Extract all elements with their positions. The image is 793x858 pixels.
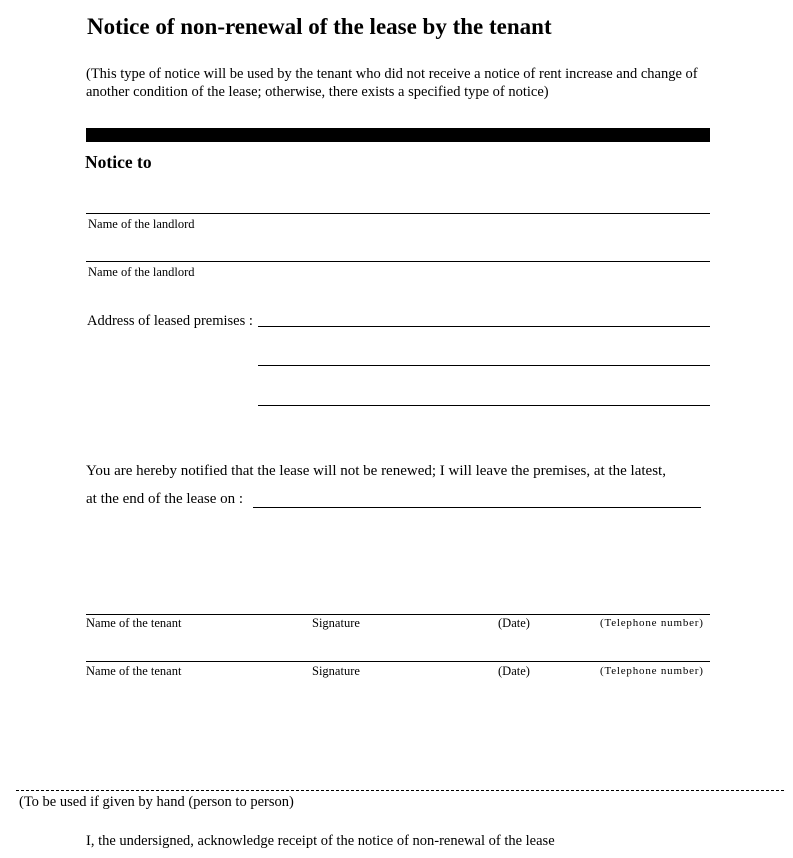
tenant-signature-line-1[interactable] — [86, 614, 710, 615]
hand-delivery-note: (To be used if given by hand (person to person) — [19, 794, 294, 810]
notification-statement: You are hereby notified that the lease will not be renewed; I will leave the premises, at the latest, — [86, 463, 666, 479]
signature-label-1: Signature — [312, 616, 360, 630]
section-divider-bar — [86, 128, 710, 142]
lease-end-label: at the end of the lease on : — [86, 491, 244, 507]
address-field-line-1[interactable] — [258, 326, 710, 327]
document-title: Notice of non-renewal of the lease by the tenant — [87, 14, 552, 39]
signature-label-2: Signature — [312, 664, 360, 678]
landlord-name-field-1[interactable] — [86, 213, 710, 214]
telephone-label-2: (Telephone number) — [600, 665, 704, 677]
date-label-2: (Date) — [498, 664, 530, 678]
address-field-line-2[interactable] — [258, 365, 710, 366]
intro-paragraph: (This type of notice will be used by the tenant who did not receive a notice of rent increase and change of another condition of the lease; otherwise, there exists a specified type of notice) — [86, 66, 698, 100]
lease-end-date-field[interactable] — [253, 507, 701, 508]
landlord-name-field-2[interactable] — [86, 261, 710, 262]
landlord-name-label-2: Name of the landlord — [88, 265, 195, 279]
landlord-name-label-1: Name of the landlord — [88, 217, 195, 231]
address-field-line-3[interactable] — [258, 405, 710, 406]
tenant-signature-line-2[interactable] — [86, 661, 710, 662]
acknowledgement-statement: I, the undersigned, acknowledge receipt of the notice of non-renewal of the lease — [86, 833, 555, 849]
date-label-1: (Date) — [498, 616, 530, 630]
cut-line-divider — [16, 790, 784, 791]
tenant-name-label-1: Name of the tenant — [86, 616, 182, 630]
notice-to-heading: Notice to — [85, 152, 152, 172]
address-label: Address of leased premises : — [87, 313, 253, 329]
tenant-name-label-2: Name of the tenant — [86, 664, 182, 678]
telephone-label-1: (Telephone number) — [600, 617, 704, 629]
